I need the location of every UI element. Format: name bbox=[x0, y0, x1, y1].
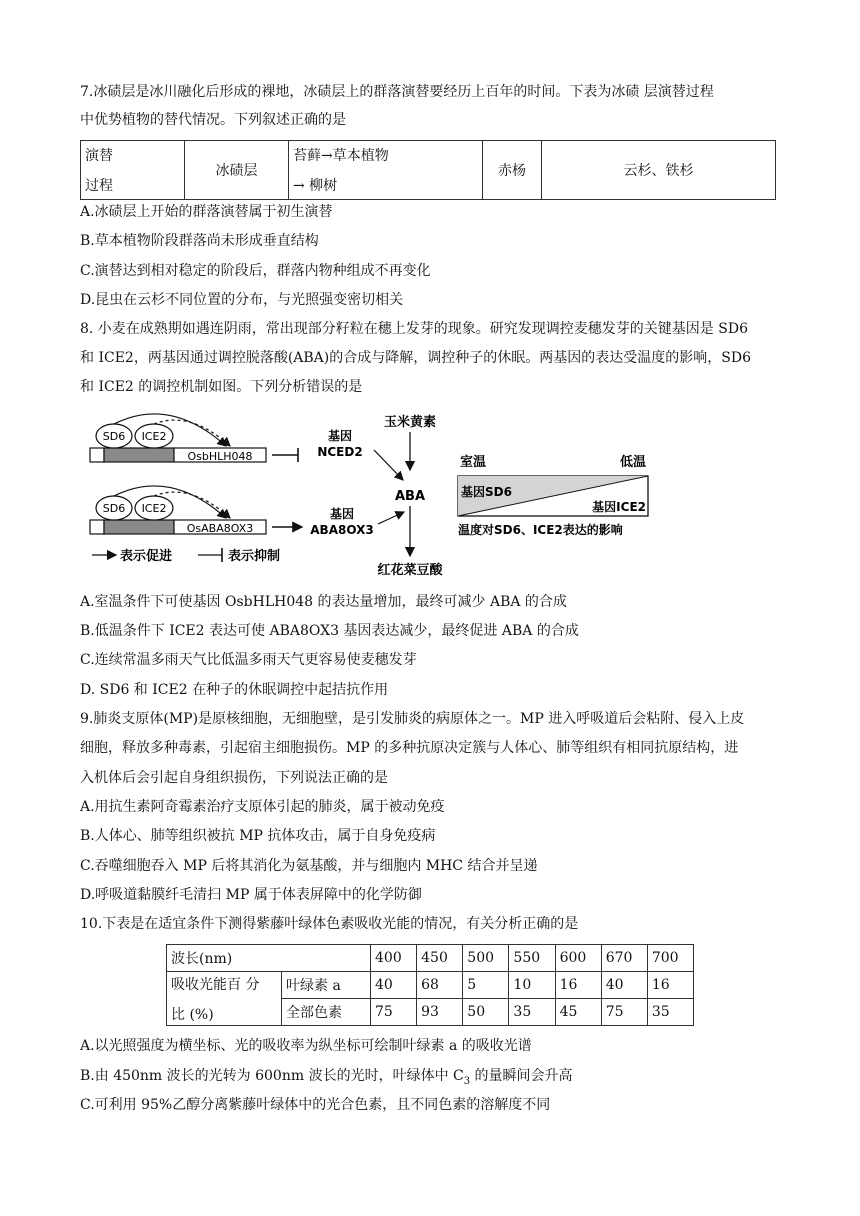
q9-option-d: D.呼吸道黏膜纤毛清扫 MP 属于体表屏障中的化学防御 bbox=[80, 887, 422, 903]
regulation-diagram bbox=[80, 408, 660, 578]
low-temp-label: 低温 bbox=[619, 455, 646, 470]
arrow-nced2-to-aba bbox=[374, 450, 403, 480]
stage-spruce-hemlock: 云杉、铁杉 bbox=[542, 141, 776, 200]
q8-stem-line2: 和 ICE2，两基因通过调控脱落酸(ABA)的合成与降解，调控种子的休眠。两基因的表达受温度的影响，SD6 bbox=[80, 350, 751, 366]
q10-option-b bbox=[80, 1066, 573, 1092]
absorption-header-b: 比 (%) bbox=[171, 1006, 214, 1023]
all-pigments-cell: 75 bbox=[371, 999, 417, 1026]
stage-moraine: 冰碛层 bbox=[185, 141, 289, 200]
succession-table bbox=[80, 140, 776, 200]
aba-label: ABA bbox=[394, 489, 426, 504]
temperature-caption: 温度对SD6、ICE2表达的影响 bbox=[458, 523, 623, 537]
zeaxanthin-label: 玉米黄素 bbox=[383, 415, 437, 430]
succession-label-b: 过程 bbox=[85, 178, 113, 194]
q7-stem-line2: 中优势植物的替代情况。下列叙述正确的是 bbox=[80, 112, 346, 128]
room-temp-label: 室温 bbox=[460, 455, 487, 470]
q8-option-a: A.室温条件下可使基因 OsbHLH048 的表达量增加，最终可减少 ABA 的合成 bbox=[80, 594, 567, 610]
chlorophyll-a-label: 叶绿素 a bbox=[282, 972, 371, 999]
q8-option-d: D. SD6 和 ICE2 在种子的休眠调控中起拮抗作用 bbox=[80, 682, 389, 698]
gene-label-osaba8ox3: OsABA8OX3 bbox=[186, 522, 254, 535]
legend-promote-text: 表示促进 bbox=[120, 549, 173, 564]
q9-option-b: B.人体心、肺等组织被抗 MP 抗体攻击，属于自身免疫病 bbox=[80, 828, 436, 844]
q10-option-c: C.可利用 95%乙醇分离紫藤叶绿体中的光合色素，且不同色素的溶解度不同 bbox=[80, 1097, 551, 1113]
all-pigments-cell: 35 bbox=[647, 999, 693, 1026]
absorption-percent-header bbox=[167, 972, 282, 1026]
all-pigments-label: 全部色素 bbox=[282, 999, 371, 1026]
ice2-label-top: ICE2 bbox=[141, 430, 167, 443]
aba8ox3-gene-word: 基因 bbox=[329, 507, 355, 521]
chl-a-cell: 5 bbox=[463, 972, 509, 999]
nced2-gene-word: 基因 bbox=[327, 429, 353, 443]
q9-stem-line1: 9.肺炎支原体(MP)是原核细胞，无细胞壁，是引发肺炎的病原体之一。MP 进入呼吸道后会粘附、侵入上皮 bbox=[80, 711, 745, 727]
all-pigments-cell: 45 bbox=[555, 999, 601, 1026]
promoter-region-top bbox=[104, 448, 174, 462]
promoter-region-bottom bbox=[104, 520, 174, 534]
chlorophyll-a-row bbox=[167, 972, 694, 999]
promoter-box-bottom bbox=[90, 520, 104, 534]
chl-a-cell: 40 bbox=[601, 972, 647, 999]
arrow-aba8ox3-to-conversion bbox=[378, 512, 404, 524]
wavelength-cell: 550 bbox=[509, 945, 555, 972]
all-pigments-cell: 35 bbox=[509, 999, 555, 1026]
q7-stem-line1: 7.冰碛层是冰川融化后形成的裸地，冰碛层上的群落演替要经历上百年的时间。下表为冰碛 层演替过程 bbox=[80, 84, 714, 100]
wavelength-cell: 400 bbox=[371, 945, 417, 972]
ice2-label-bottom: ICE2 bbox=[141, 502, 167, 515]
chl-a-cell: 16 bbox=[647, 972, 693, 999]
absorption-table bbox=[166, 944, 694, 1026]
q7-option-a: A.冰碛层上开始的群落演替属于初生演替 bbox=[80, 204, 333, 220]
q10-option-b-text: B.由 450nm 波长的光转为 600nm 波长的光时，叶绿体中 C bbox=[80, 1068, 464, 1084]
c3-subscript: 3 bbox=[463, 1075, 471, 1087]
stage-alder: 赤杨 bbox=[483, 141, 542, 200]
gene-label-oshlh048: OsbHLH048 bbox=[187, 450, 253, 463]
nced2-gene-name: NCED2 bbox=[317, 445, 363, 459]
q7-option-b: B.草本植物阶段群落尚未形成垂直结构 bbox=[80, 233, 319, 249]
wavelength-cell: 500 bbox=[463, 945, 509, 972]
aba8ox3-gene-name: ABA8OX3 bbox=[310, 523, 374, 537]
q9-option-c: C.吞噬细胞吞入 MP 后将其消化为氨基酸，并与细胞内 MHC 结合并呈递 bbox=[80, 858, 538, 874]
chl-a-cell: 10 bbox=[509, 972, 555, 999]
q9-stem-line2: 细胞，释放多种毒素，引起宿主细胞损伤。MP 的多种抗原决定簇与人体心、肺等组织有相同抗原结构，进 bbox=[80, 740, 739, 756]
q7-option-d: D.昆虫在云杉不同位置的分布，与光照强变密切相关 bbox=[80, 292, 404, 308]
temperature-panel bbox=[458, 454, 648, 537]
q10-option-b-tail: 的量瞬间会升高 bbox=[470, 1068, 573, 1084]
chl-a-cell: 40 bbox=[371, 972, 417, 999]
q9-option-a: A.用抗生素阿奇霉素治疗支原体引起的肺炎，属于被动免疫 bbox=[80, 799, 445, 815]
wavelength-cell: 700 bbox=[647, 945, 693, 972]
stage-moss-herb: 苔藓→草本植物 bbox=[293, 148, 389, 164]
q10-stem: 10.下表是在适宜条件下测得紫藤叶绿体色素吸收光能的情况，有关分析正确的是 bbox=[80, 916, 579, 932]
gene-sd6-label: 基因SD6 bbox=[461, 485, 512, 499]
wavelength-cell: 450 bbox=[417, 945, 463, 972]
phaseic-acid-label: 红花菜豆酸 bbox=[377, 563, 443, 578]
stage-willow: → 柳树 bbox=[293, 178, 338, 194]
aba-metabolism bbox=[377, 414, 443, 578]
succession-label-cell bbox=[81, 141, 185, 200]
absorption-header-a: 吸收光能百 分 bbox=[171, 976, 260, 993]
chl-a-cell: 16 bbox=[555, 972, 601, 999]
q10-option-a: A.以光照强度为横坐标、光的吸收率为纵坐标可绘制叶绿素 a 的吸收光谱 bbox=[80, 1038, 532, 1054]
all-pigments-cell: 75 bbox=[601, 999, 647, 1026]
q8-stem-line1: 8. 小麦在成熟期如遇连阴雨，常出现部分籽粒在穗上发芽的现象。研究发现调控麦穗发芽的关键基因是 SD6 bbox=[80, 321, 748, 337]
q8-option-c: C.连续常温多雨天气比低温多雨天气更容易使麦穗发芽 bbox=[80, 652, 417, 668]
gene-ice2-label: 基因ICE2 bbox=[592, 500, 646, 514]
wavelength-cell: 670 bbox=[601, 945, 647, 972]
wavelength-cell: 600 bbox=[555, 945, 601, 972]
all-pigments-cell: 93 bbox=[417, 999, 463, 1026]
pathway-oshlh048 bbox=[90, 414, 403, 480]
all-pigments-cell: 50 bbox=[463, 999, 509, 1026]
q7-option-c: C.演替达到相对稳定的阶段后，群落内物种组成不再变化 bbox=[80, 263, 431, 279]
chl-a-cell: 68 bbox=[417, 972, 463, 999]
legend-inhibit-text: 表示抑制 bbox=[228, 549, 281, 564]
q9-stem-line3: 入机体后会引起自身组织损伤，下列说法正确的是 bbox=[80, 770, 388, 786]
wavelength-row bbox=[167, 945, 694, 972]
diagram-legend bbox=[92, 548, 280, 564]
wavelength-header: 波长(nm) bbox=[167, 945, 371, 972]
pathway-osaba8ox3 bbox=[90, 486, 404, 537]
stage-moss-herb-willow bbox=[289, 141, 483, 200]
succession-label-a: 演替 bbox=[85, 148, 113, 164]
q8-stem-line3: 和 ICE2 的调控机制如图。下列分析错误的是 bbox=[80, 379, 363, 395]
promoter-box-top bbox=[90, 448, 104, 462]
sd6-label-bottom: SD6 bbox=[102, 502, 126, 515]
sd6-label-top: SD6 bbox=[102, 430, 126, 443]
q8-option-b: B.低温条件下 ICE2 表达可使 ABA8OX3 基因表达减少，最终促进 ABA 的合成 bbox=[80, 623, 579, 639]
